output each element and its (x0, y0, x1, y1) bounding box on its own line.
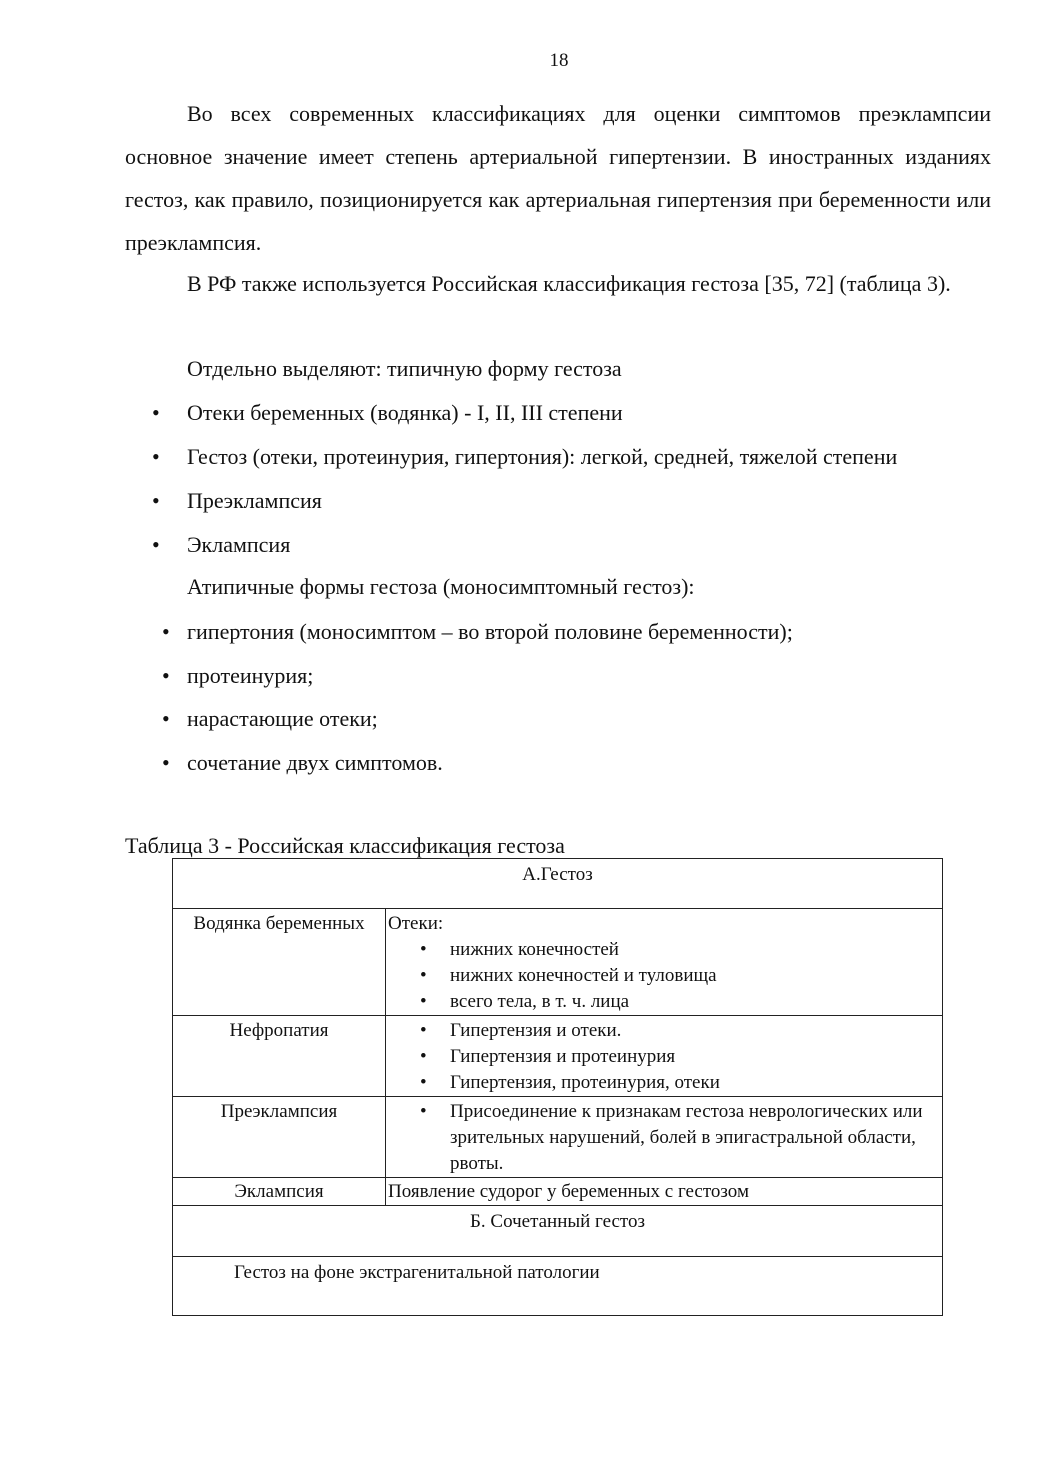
bullet-icon: • (152, 488, 160, 513)
row-content (386, 1178, 943, 1206)
list-item (386, 1070, 942, 1096)
list-item (386, 937, 942, 963)
bullet-icon: • (420, 1020, 427, 1041)
row-lead: Отеки: (388, 913, 444, 934)
item-text: Гипертензия и отеки. (450, 1020, 622, 1041)
section-header-b: Б. Сочетанный гестоз (173, 1206, 943, 1257)
row-lead: Появление судорог у беременных с гестозом (388, 1181, 749, 1202)
table-row (173, 1257, 943, 1316)
item-text: Присоединение к признакам гестоза неврологических или зрительных нарушений, болей в эпигастральной области, рвоты. (450, 1101, 923, 1174)
row-name: Водянка беременных (173, 909, 386, 1016)
table-row (173, 1178, 943, 1206)
classification-table (172, 858, 943, 1316)
paragraph-3: Отдельно выделяют: типичную форму гестоза (187, 356, 622, 381)
item-text: нижних конечностей (450, 939, 619, 960)
list-item (386, 989, 942, 1015)
bullet-icon: • (420, 939, 427, 960)
bullet-icon: • (420, 1101, 427, 1122)
row-name: Преэклампсия (173, 1097, 386, 1178)
list-item (386, 963, 942, 989)
list-item: Отеки беременных (водянка) - I, II, III степени (187, 400, 623, 425)
list-item: нарастающие отеки; (187, 706, 378, 731)
row-name: Эклампсия (173, 1178, 386, 1206)
item-text: всего тела, в т. ч. лица (450, 991, 630, 1012)
bullet-icon: • (152, 532, 160, 557)
table-row (173, 909, 943, 1016)
list-item: сочетание двух симптомов. (187, 750, 443, 775)
row-content (386, 1097, 943, 1178)
row-content (386, 909, 943, 1016)
item-text: нижних конечностей и туловища (450, 965, 717, 986)
list-item: протеинурия; (187, 663, 314, 688)
bullet-icon: • (162, 663, 170, 688)
row-items (386, 937, 942, 1015)
list-item: гипертония (моносимптом – во второй половине беременности); (187, 619, 793, 644)
bullet-icon: • (162, 706, 170, 731)
bullet-icon: • (420, 991, 427, 1012)
bullet-icon: • (420, 965, 427, 986)
row-items (386, 1018, 942, 1096)
row-name: Нефропатия (173, 1016, 386, 1097)
list-item: Преэклампсия (187, 488, 322, 513)
list-item (386, 1044, 942, 1070)
table-row (173, 1097, 943, 1178)
bullet-icon: • (152, 400, 160, 425)
row-items (386, 1099, 936, 1177)
table-row (173, 1206, 943, 1257)
table-caption: Таблица 3 - Российская классификация гестоза (125, 833, 565, 858)
combined-row: Гестоз на фоне экстрагенитальной патологии (173, 1257, 943, 1316)
paragraph-1: Во всех современных классификациях для оценки симптомов преэклампсии основное значение имеет степень артериальной гипертензии. В иностранных изданиях гестоз, как правило, позиционируется как артериальная гипертензия при беременности или преэклампсия. (125, 101, 991, 255)
paragraph-2: В РФ также используется Российская классификация гестоза [35, 72] (таблица 3). (187, 271, 951, 296)
section-header-a: А.Гестоз (173, 859, 943, 909)
list-item: Эклампсия (187, 532, 291, 557)
bullet-icon: • (162, 619, 170, 644)
item-text: Гипертензия и протеинурия (450, 1046, 676, 1067)
page-number: 18 (549, 50, 569, 71)
list-item (386, 1018, 942, 1044)
list-item (386, 1099, 936, 1177)
bullet-icon: • (162, 750, 170, 775)
table-row (173, 1016, 943, 1097)
row-content (386, 1016, 943, 1097)
bullet-icon: • (420, 1072, 427, 1093)
list-item: Гестоз (отеки, протеинурия, гипертония): легкой, средней, тяжелой степени (187, 444, 898, 469)
bullet-icon: • (152, 444, 160, 469)
table-row (173, 859, 943, 909)
item-text: Гипертензия, протеинурия, отеки (450, 1072, 720, 1093)
atypical-intro: Атипичные формы гестоза (моносимптомный гестоз): (187, 574, 695, 599)
bullet-icon: • (420, 1046, 427, 1067)
